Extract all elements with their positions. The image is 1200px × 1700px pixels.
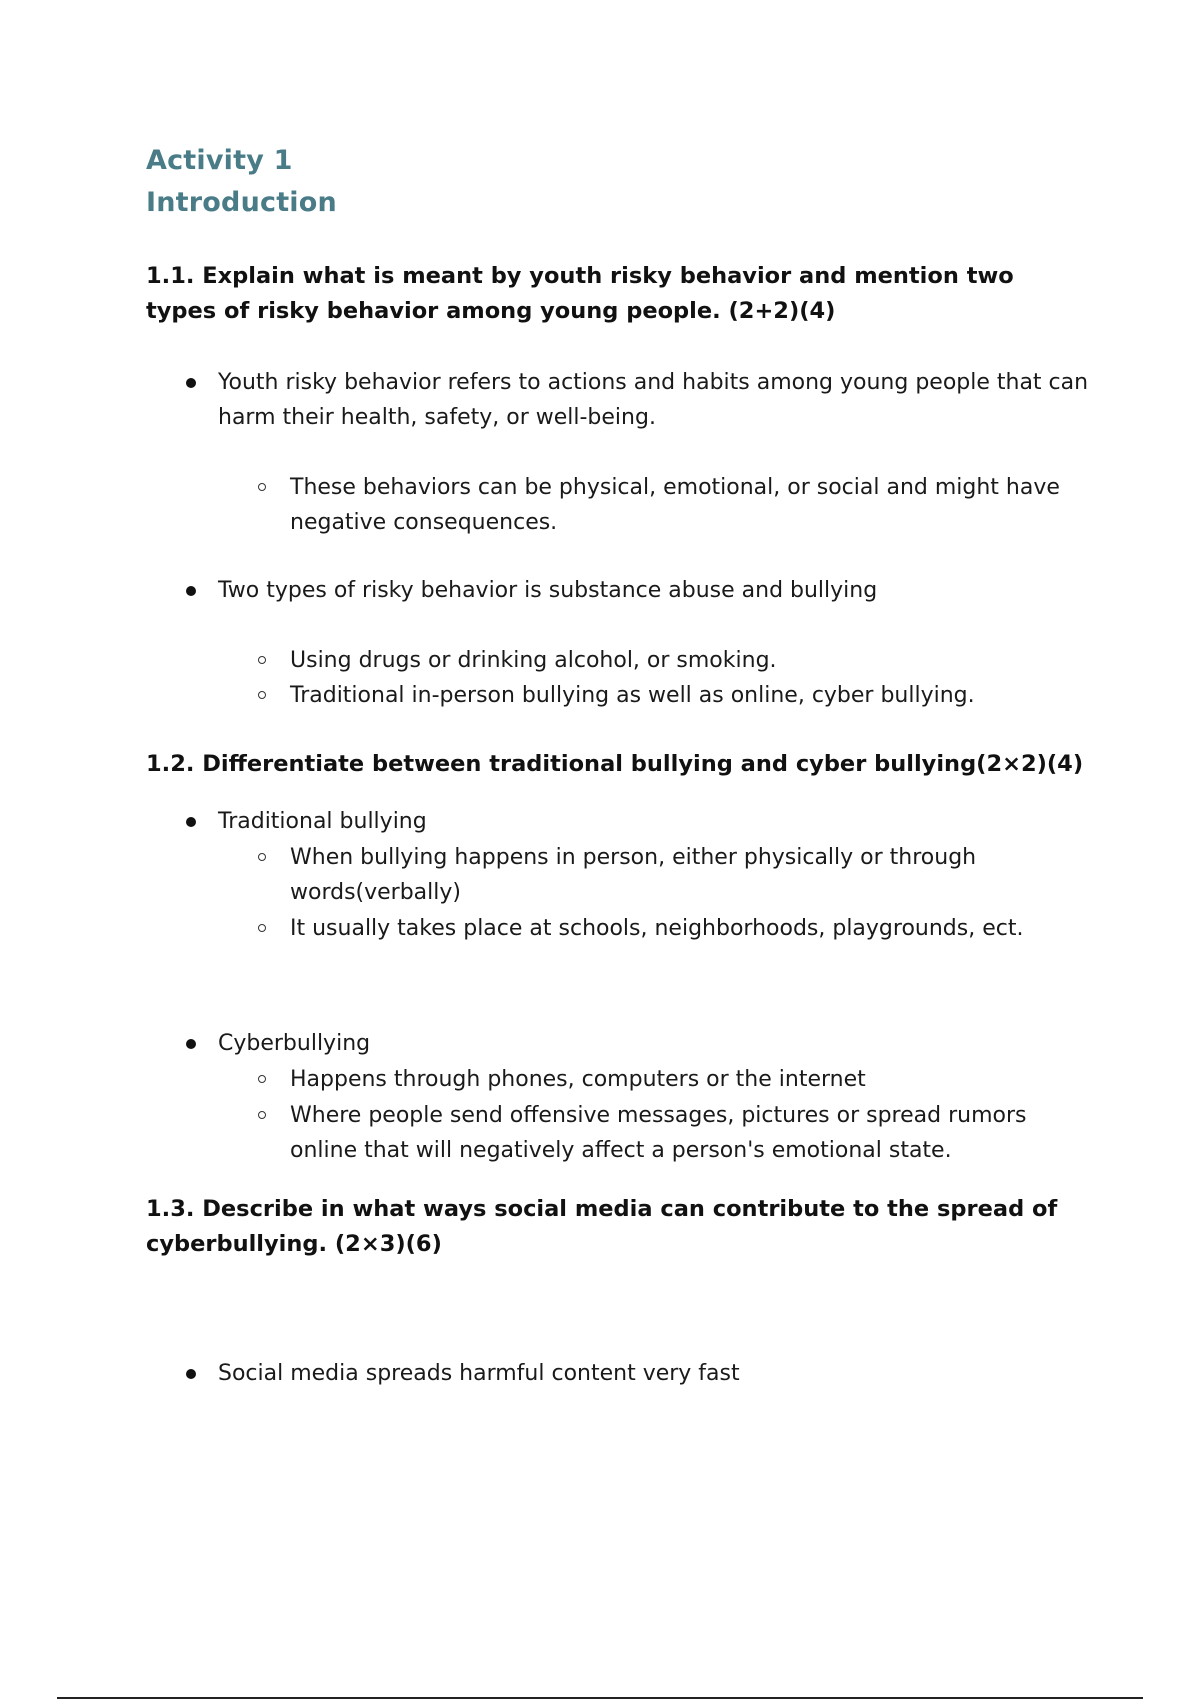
answer-subitem: Happens through phones, computers or the internet [290, 1067, 866, 1092]
answer-subitem: When bullying happens in person, either physically or through words(verbally) [290, 845, 977, 905]
answer-subitem: Using drugs or drinking alcohol, or smoking. [290, 648, 777, 673]
bullet-icon [186, 586, 196, 596]
answer-item: Youth risky behavior refers to actions and habits among young people that can harm their health, safety, or well-being. [218, 370, 1089, 430]
page-bottom-divider [57, 1697, 1143, 1699]
question-1-2: 1.2. Differentiate between traditional bullying and cyber bullying(2×2)(4) [146, 751, 1084, 777]
question-1-1: 1.1. Explain what is meant by youth risky behavior and mention two types of risky behavior among young people. (2+2)(4) [146, 263, 1014, 324]
answer-subitem: It usually takes place at schools, neighborhoods, playgrounds, ect. [290, 916, 1024, 941]
answer-item: Two types of risky behavior is substance abuse and bullying [218, 578, 878, 603]
introduction-heading: Introduction [146, 187, 337, 218]
activity-heading: Activity 1 [146, 145, 293, 176]
answer-subitem: Traditional in-person bullying as well as online, cyber bullying. [290, 683, 975, 708]
answer-subitem: Where people send offensive messages, pictures or spread rumors online that will negatively affect a person's emotional state. [290, 1103, 1027, 1163]
bullet-icon [186, 1039, 196, 1049]
answer-item: Traditional bullying [218, 809, 427, 834]
answer-item: Social media spreads harmful content very fast [218, 1361, 740, 1386]
sub-bullet-icon [258, 483, 266, 491]
bullet-icon [186, 817, 196, 827]
sub-bullet-icon [258, 1075, 266, 1083]
sub-bullet-icon [258, 691, 266, 699]
sub-bullet-icon [258, 853, 266, 861]
sub-bullet-icon [258, 1111, 266, 1119]
answer-subitem: These behaviors can be physical, emotional, or social and might have negative consequences. [290, 475, 1060, 535]
question-1-3: 1.3. Describe in what ways social media can contribute to the spread of cyberbullying. (2×3)(6) [146, 1196, 1058, 1257]
answer-item: Cyberbullying [218, 1031, 371, 1056]
sub-bullet-icon [258, 656, 266, 664]
sub-bullet-icon [258, 924, 266, 932]
bullet-icon [186, 1369, 196, 1379]
bullet-icon [186, 378, 196, 388]
